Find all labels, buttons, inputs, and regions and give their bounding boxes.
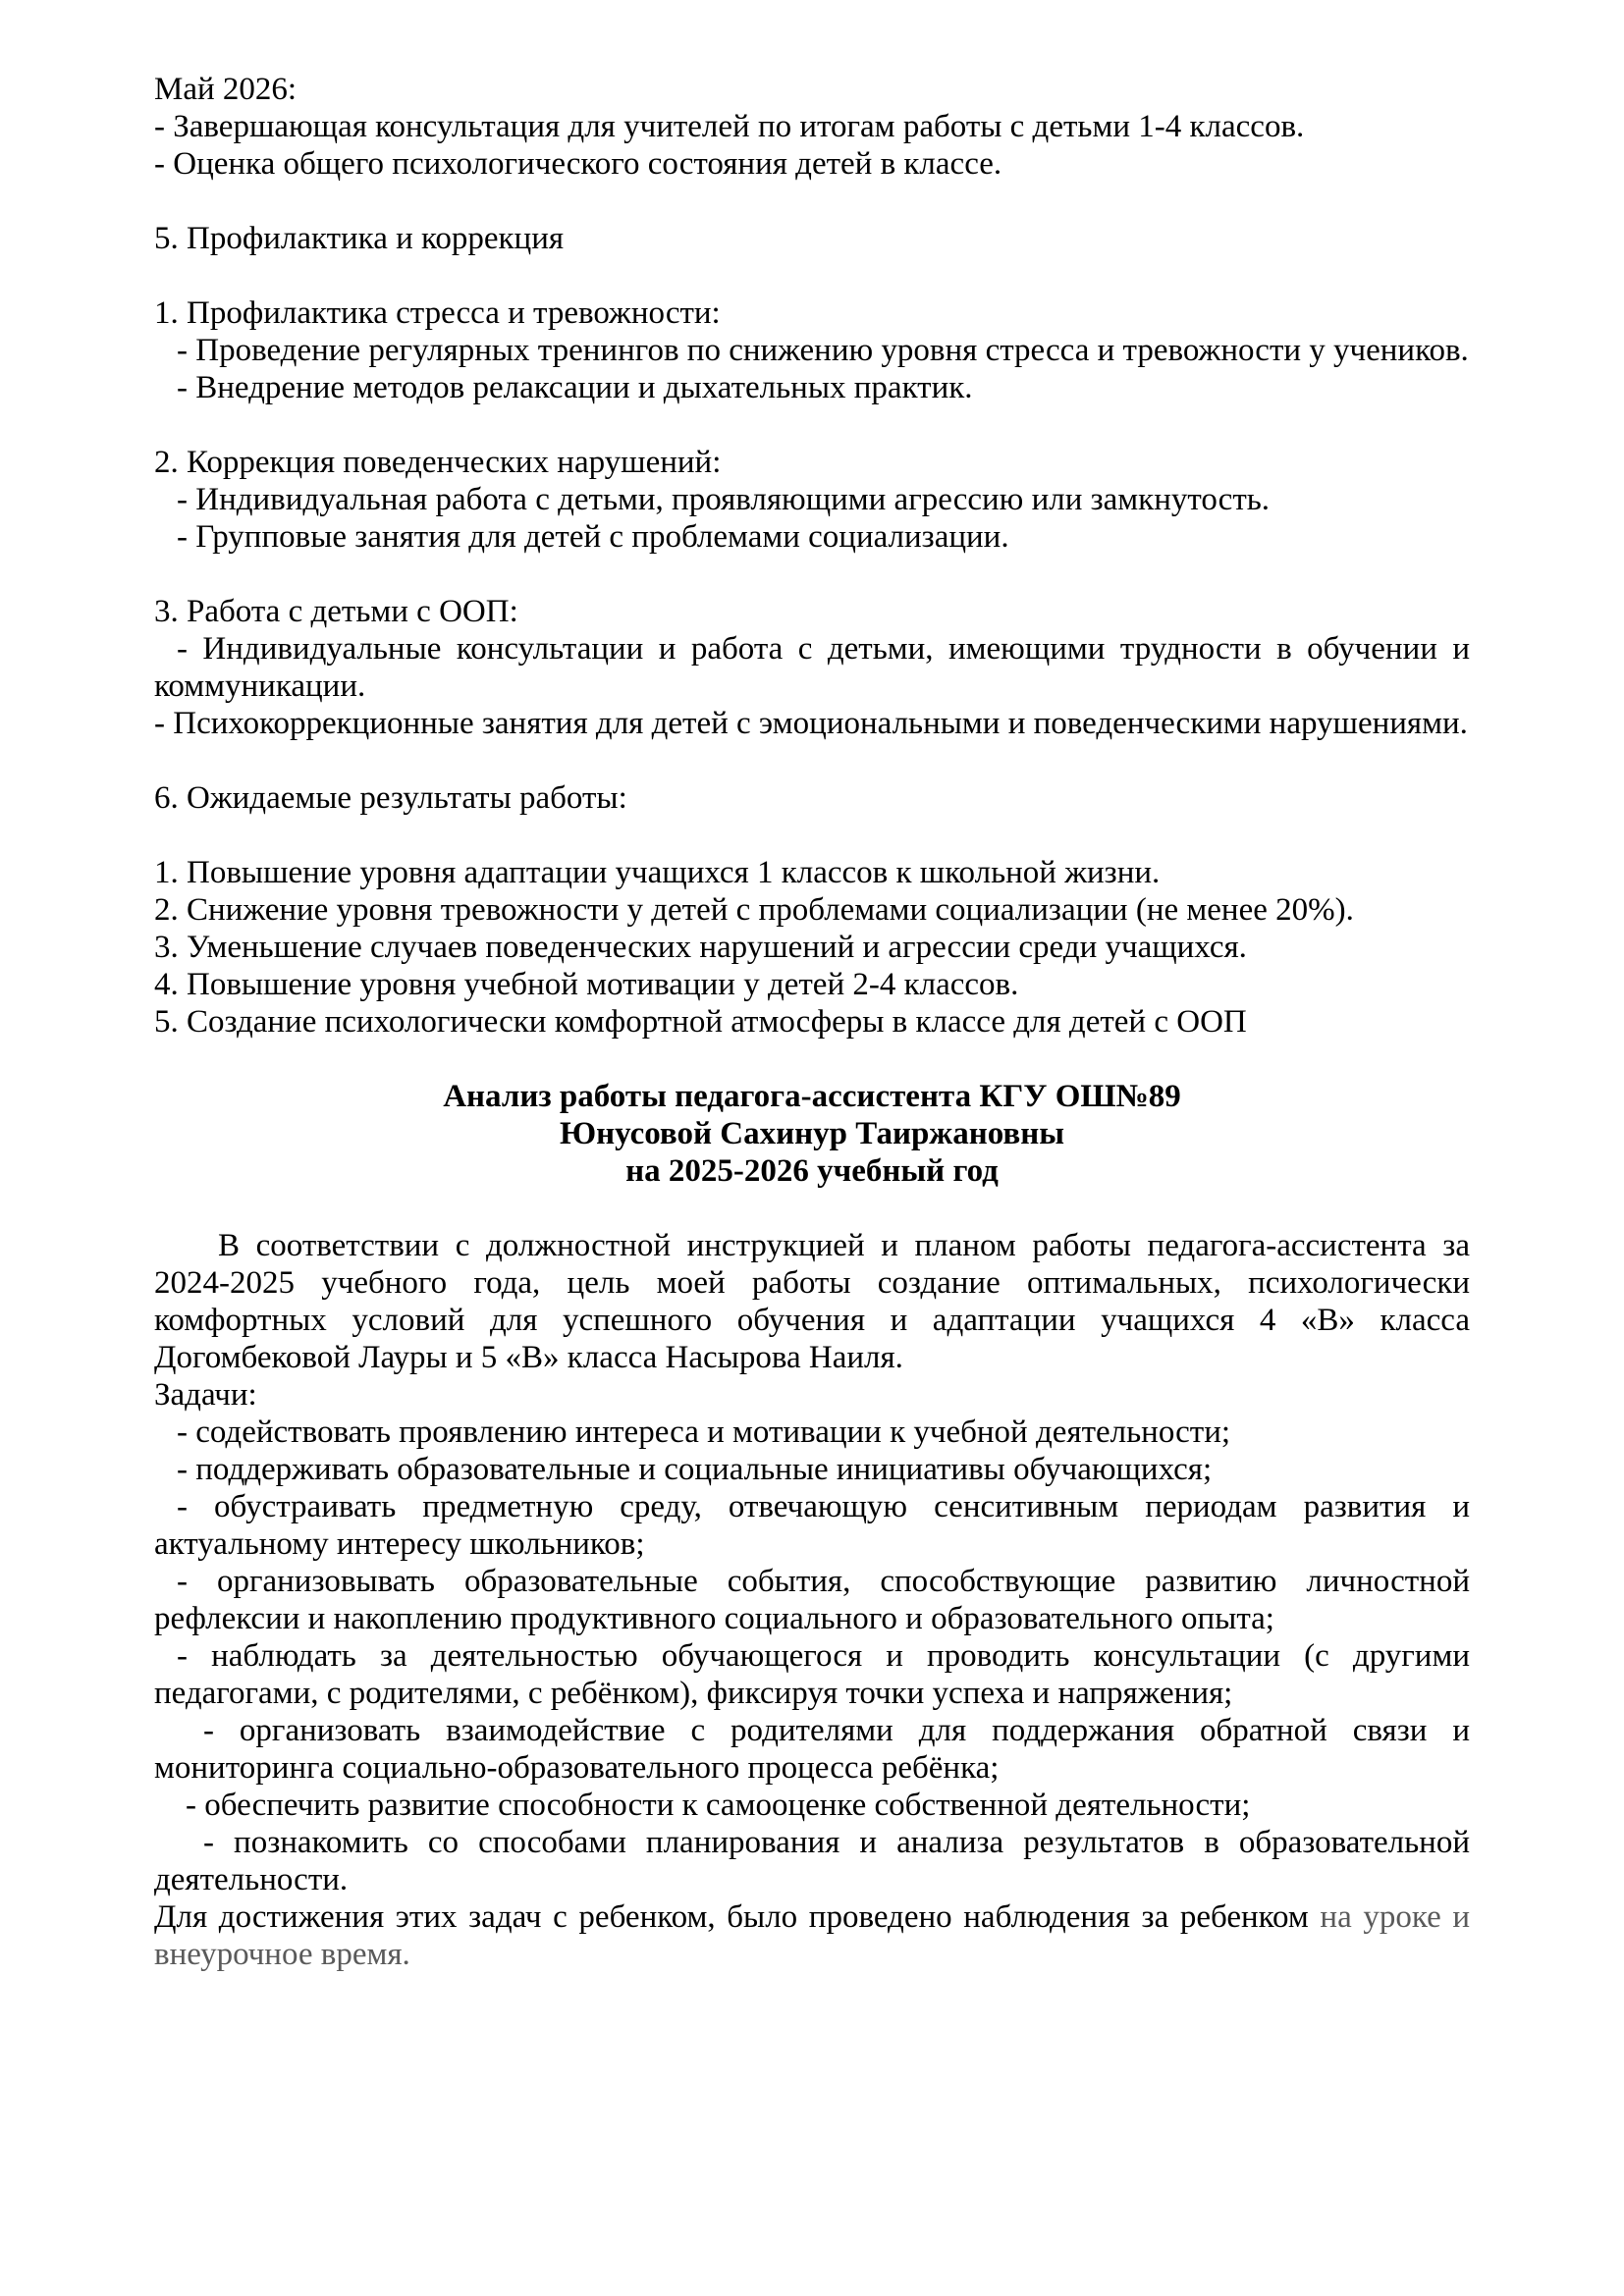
doc-paragraph: 2. Снижение уровня тревожности у детей с проблемами социализации (не менее 20%). — [154, 892, 1354, 928]
blank-line — [154, 556, 1470, 593]
doc-paragraph: - содействовать проявлению интереса и мотивации к учебной деятельности; — [177, 1415, 1231, 1450]
doc-title-line2: Юнусовой Сахинур Таиржановны — [559, 1116, 1065, 1151]
blank-line — [154, 742, 1470, 779]
doc-section-heading: 6. Ожидаемые результаты работы: — [154, 780, 627, 816]
doc-paragraph: 3. Работа с детьми с ООП: — [154, 594, 518, 629]
blank-line — [154, 406, 1470, 444]
blank-line — [154, 1190, 1470, 1227]
doc-paragraph: 4. Повышение уровня учебной мотивации у детей 2-4 классов. — [154, 967, 1019, 1002]
doc-paragraph: - Оценка общего психологического состояния детей в классе. — [154, 146, 1002, 182]
doc-section-heading: 5. Профилактика и коррекция — [154, 221, 565, 256]
doc-paragraph: - Внедрение методов релаксации и дыхательных практик. — [177, 370, 973, 405]
doc-paragraph: - познакомить со способами планирования и анализа результатов в образовательной деятельности. — [154, 1825, 1470, 1897]
doc-paragraph: - Психокоррекционные занятия для детей с эмоциональными и поведенческими нарушениями. — [154, 706, 1468, 741]
doc-paragraph: - Проведение регулярных тренингов по снижению уровня стресса и тревожности у учеников. — [177, 333, 1469, 368]
doc-final-text-black: Для достижения этих задач с ребенком, было проведено наблюдения за ребенком — [154, 1899, 1321, 1935]
doc-paragraph: 1. Профилактика стресса и тревожности: — [154, 295, 721, 331]
doc-paragraph: 3. Уменьшение случаев поведенческих нарушений и агрессии среди учащихся. — [154, 930, 1247, 965]
doc-final-text-gray: на уроке и внеурочное время. — [154, 1899, 1471, 1972]
blank-line — [154, 183, 1470, 220]
doc-paragraph: - организовать взаимодействие с родителями для поддержания обратной связи и мониторинга социально-образовательного процесса ребёнка; — [154, 1713, 1470, 1786]
blank-line — [154, 817, 1470, 854]
doc-title-line3: на 2025-2026 учебный год — [625, 1153, 999, 1189]
doc-paragraph: 1. Повышение уровня адаптации учащихся 1 классов к школьной жизни. — [154, 855, 1161, 890]
doc-paragraph: - Групповые занятия для детей с проблемами социализации. — [177, 519, 1009, 555]
doc-paragraph: - наблюдать за деятельностью обучающегося и проводить консультации (с другими педагогами, с родителями, с ребёнком), фиксируя точки успеха и напряжения; — [154, 1638, 1470, 1711]
doc-paragraph: В соответствии с должностной инструкцией и планом работы педагога-ассистента за 2024-2025 учебного года, цель моей работы создание оптимальных, психологически комфортных условий для успешного обучения и адаптации учащихся 4 «В» класса Догомбековой Лауры и 5 «В» класса Насырова Наиля. — [154, 1228, 1470, 1375]
doc-paragraph: 5. Создание психологически комфортной атмосферы в классе для детей с ООП — [154, 1004, 1247, 1040]
doc-paragraph: 2. Коррекция поведенческих нарушений: — [154, 445, 722, 480]
doc-paragraph: Май 2026: — [154, 72, 298, 107]
blank-line — [154, 257, 1470, 294]
doc-paragraph: - обустраивать предметную среду, отвечающую сенситивным периодам развития и актуальному интересу школьников; — [154, 1489, 1470, 1562]
doc-paragraph: - обеспечить развитие способности к самооценке собственной деятельности; — [186, 1788, 1251, 1823]
blank-line — [154, 1041, 1470, 1078]
doc-paragraph: - Завершающая консультация для учителей по итогам работы с детьми 1-4 классов. — [154, 109, 1305, 144]
doc-paragraph: - поддерживать образовательные и социальные инициативы обучающихся; — [177, 1452, 1213, 1487]
doc-paragraph: Задачи: — [154, 1377, 257, 1413]
doc-paragraph: - организовывать образовательные события, способствующие развитию личностной рефлексии и накоплению продуктивного социального и образовательного опыта; — [154, 1564, 1470, 1636]
doc-title-line1: Анализ работы педагога-ассистента КГУ ОШ№89 — [443, 1079, 1181, 1114]
doc-final-paragraph — [154, 1898, 1470, 1973]
doc-paragraph: - Индивидуальные консультации и работа с детьми, имеющими трудности в обучении и коммуникации. — [154, 631, 1470, 704]
doc-paragraph: - Индивидуальная работа с детьми, проявляющими агрессию или замкнутость. — [177, 482, 1271, 517]
